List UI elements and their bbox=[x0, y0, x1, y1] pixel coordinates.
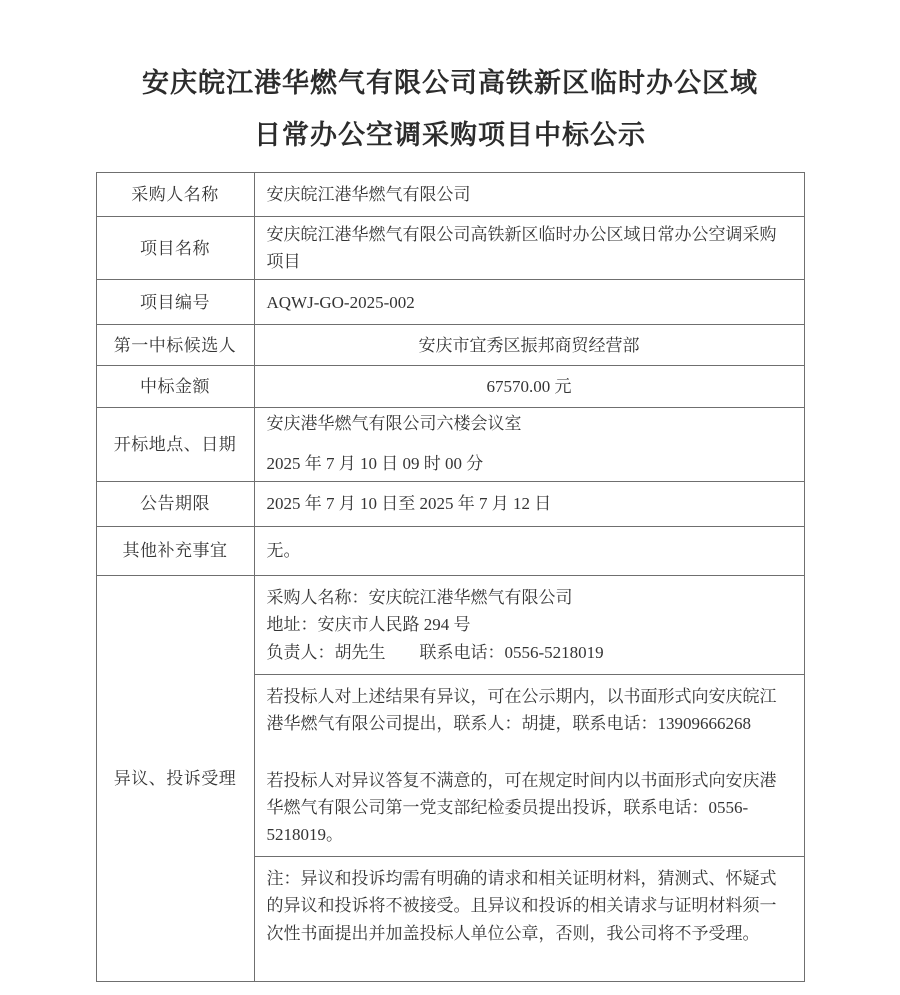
objection-procedure-cell bbox=[254, 675, 804, 857]
row-label-purchaser-name: 采购人名称 bbox=[96, 173, 254, 217]
title-line-1: 安庆皖江港华燃气有限公司高铁新区临时办公区域 bbox=[142, 68, 758, 98]
objection-purchaser-line: 采购人名称：安庆皖江港华燃气有限公司 bbox=[266, 587, 573, 607]
opening-date-line: 2025 年 7 月 10 日 09 时 00 分 bbox=[266, 454, 484, 474]
row-value-purchaser-name: 安庆皖江港华燃气有限公司 bbox=[254, 173, 804, 217]
row-label-first-candidate: 第一中标候选人 bbox=[96, 325, 254, 366]
objection-person-phone-line: 负责人：胡先生 联系电话：0556-5218019 bbox=[266, 642, 604, 662]
row-label-project-name: 项目名称 bbox=[96, 217, 254, 280]
row-value-project-number: AQWJ-GO-2025-002 bbox=[254, 280, 804, 325]
title-line-2: 日常办公空调采购项目中标公示 bbox=[254, 120, 646, 150]
objection-note-cell bbox=[254, 857, 804, 982]
row-value-first-candidate: 安庆市宜秀区振邦商贸经营部 bbox=[254, 325, 804, 366]
table-row bbox=[96, 366, 804, 408]
objection-procedure-para1: 若投标人对上述结果有异议，可在公示期内，以书面形式向安庆皖江港华燃气有限公司提出，联系人：胡捷，联系电话：13909666268 bbox=[266, 687, 777, 734]
row-value-other-matters: 无。 bbox=[254, 526, 804, 575]
objection-contact-cell bbox=[254, 575, 804, 675]
row-label-project-number: 项目编号 bbox=[96, 280, 254, 325]
objection-procedure-para2: 若投标人对异议答复不满意的，可在规定时间内以书面形式向安庆港华燃气有限公司第一党支部纪检委员提出投诉，联系电话：0556-5218019。 bbox=[266, 770, 777, 844]
table-row bbox=[96, 408, 804, 481]
row-label-other-matters: 其他补充事宜 bbox=[96, 526, 254, 575]
page-title bbox=[0, 70, 900, 149]
objection-note-text: 注：异议和投诉均需有明确的请求和相关证明材料，猜测式、怀疑式的异议和投诉将不被接受。且异议和投诉的相关请求与证明材料须一次性书面提出并加盖投标人单位公章，否则，我公司将不予受理。 bbox=[266, 869, 777, 943]
table-row bbox=[96, 481, 804, 526]
row-label-announcement-period: 公告期限 bbox=[96, 481, 254, 526]
table-row bbox=[96, 526, 804, 575]
table-row bbox=[96, 217, 804, 280]
objection-address-line: 地址：安庆市人民路 294 号 bbox=[266, 615, 471, 635]
table-row bbox=[96, 575, 804, 675]
announcement-table bbox=[96, 172, 805, 982]
row-label-opening-place-date: 开标地点、日期 bbox=[96, 408, 254, 481]
table-row bbox=[96, 325, 804, 366]
row-value-project-name: 安庆皖江港华燃气有限公司高铁新区临时办公区域日常办公空调采购项目 bbox=[254, 217, 804, 280]
table-row bbox=[96, 280, 804, 325]
row-label-objection-handling: 异议、投诉受理 bbox=[96, 575, 254, 982]
table-row bbox=[96, 173, 804, 217]
opening-place-line: 安庆港华燃气有限公司六楼会议室 bbox=[266, 414, 522, 434]
row-value-announcement-period: 2025 年 7 月 10 日至 2025 年 7 月 12 日 bbox=[254, 481, 804, 526]
row-value-award-amount: 67570.00 元 bbox=[254, 366, 804, 408]
row-label-award-amount: 中标金额 bbox=[96, 366, 254, 408]
row-value-opening-place-date bbox=[254, 408, 804, 481]
